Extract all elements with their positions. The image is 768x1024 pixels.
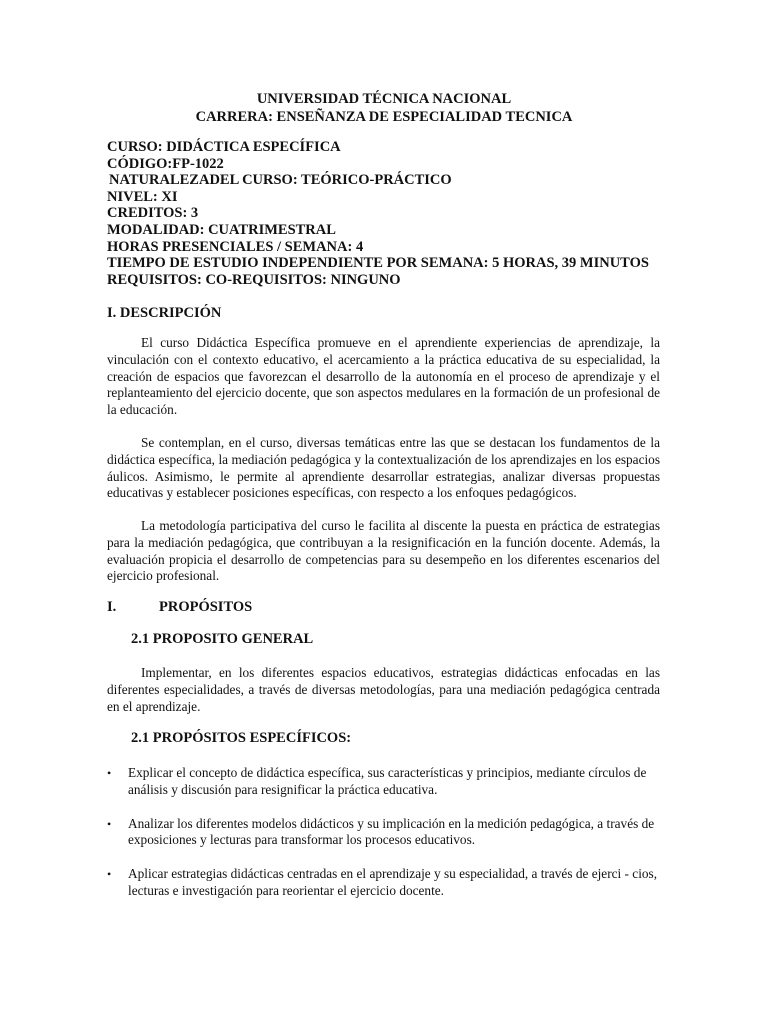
section-heading-propositos: PROPÓSITOS xyxy=(159,599,253,615)
list-item xyxy=(107,765,660,799)
career-title: CARRERA: ENSEÑANZA DE ESPECIALIDAD TECNICA xyxy=(195,109,573,125)
description-paragraph: El curso Didáctica Específica promueve en el aprendiente experiencias de aprendizaje, la vinculación con el contexto educativo, el acercamiento a la práctica educativa de su especialidad, la creación de espacios que favorezcan el desarrollo de la autonomía en el proceso de aprendizaje y el replanteamiento del ejercicio docente, que son aspectos medulares en la formación de un profesional de la educación. xyxy=(107,335,660,418)
course-info-block xyxy=(107,139,707,288)
general-purpose-paragraph: Implementar, en los diferentes espacios educativos, estrategias didácticas enfocadas en las diferentes especialidades, a través de diversas metodologías, para una mediación pedagógica centrada en el aprendizaje. xyxy=(107,665,660,714)
course-level: NIVEL: XI xyxy=(107,188,178,205)
section-heading-descripcion: I. DESCRIPCIÓN xyxy=(107,305,222,321)
course-modality: MODALIDAD: CUATRIMESTRAL xyxy=(107,221,336,238)
list-item-text: Explicar el concepto de didáctica específica, sus características y principios, mediante círculos de análisis y discusión para resignificar la práctica educativa. xyxy=(128,765,647,797)
bullet-icon: • xyxy=(107,867,112,882)
bullet-icon: • xyxy=(107,816,112,831)
course-independent-study: TIEMPO DE ESTUDIO INDEPENDIENTE POR SEMANA: 5 HORAS, 39 MINUTOS xyxy=(107,255,649,272)
course-requirements: REQUISITOS: CO-REQUISITOS: NINGUNO xyxy=(107,271,401,288)
subheading-proposito-general: 2.1 PROPOSITO GENERAL xyxy=(131,631,314,647)
specific-purposes-list xyxy=(107,765,660,900)
list-item xyxy=(107,866,660,900)
list-item-text: Analizar los diferentes modelos didácticos y su implicación en la medición pedagógica, a través de exposiciones y lecturas para transformar los procesos educativos. xyxy=(128,815,655,848)
document-header xyxy=(0,90,768,126)
course-contact-hours: HORAS PRESENCIALES / SEMANA: 4 xyxy=(107,238,364,255)
university-title: UNIVERSIDAD TÉCNICA NACIONAL xyxy=(256,91,512,107)
course-credits: CREDITOS: 3 xyxy=(107,205,199,222)
list-item xyxy=(107,816,660,850)
course-nature: NATURALEZADEL CURSO: TEÓRICO-PRÁCTICO xyxy=(109,172,452,189)
section-heading-propositos-number: I. xyxy=(107,599,117,615)
description-paragraph: Se contemplan, en el curso, diversas temáticas entre las que se destacan los fundamentos de la didáctica específica, la mediación pedagógica y la contextualización de los aprendizajes en los espacios áulicos. Asimismo, le permite al aprendiente desarrollar estrategias, analizar diversas propuestas educativas y establecer posiciones específicas, con respecto a los enfoques pedagógicos. xyxy=(107,435,660,501)
description-paragraph: La metodología participativa del curso le facilita al discente la puesta en práctica de estrategias para la mediación pedagógica, que contribuyan a la resignificación en la función docente. Además, la evaluación propicia el desarrollo de competencias para su desempeño en los diferentes escenarios del ejercicio profesional. xyxy=(107,518,660,584)
subheading-propositos-especificos: 2.1 PROPÓSITOS ESPECÍFICOS: xyxy=(131,730,352,746)
course-name: CURSO: DIDÁCTICA ESPECÍFICA xyxy=(107,139,341,155)
course-code: CÓDIGO:FP-1022 xyxy=(107,155,224,172)
bullet-icon: • xyxy=(107,766,112,780)
list-item-text: Aplicar estrategias didácticas centradas en el aprendizaje y su especialidad, a través de ejerci - cios, lecturas e investigación para reorientar el ejercicio docente. xyxy=(128,866,658,898)
